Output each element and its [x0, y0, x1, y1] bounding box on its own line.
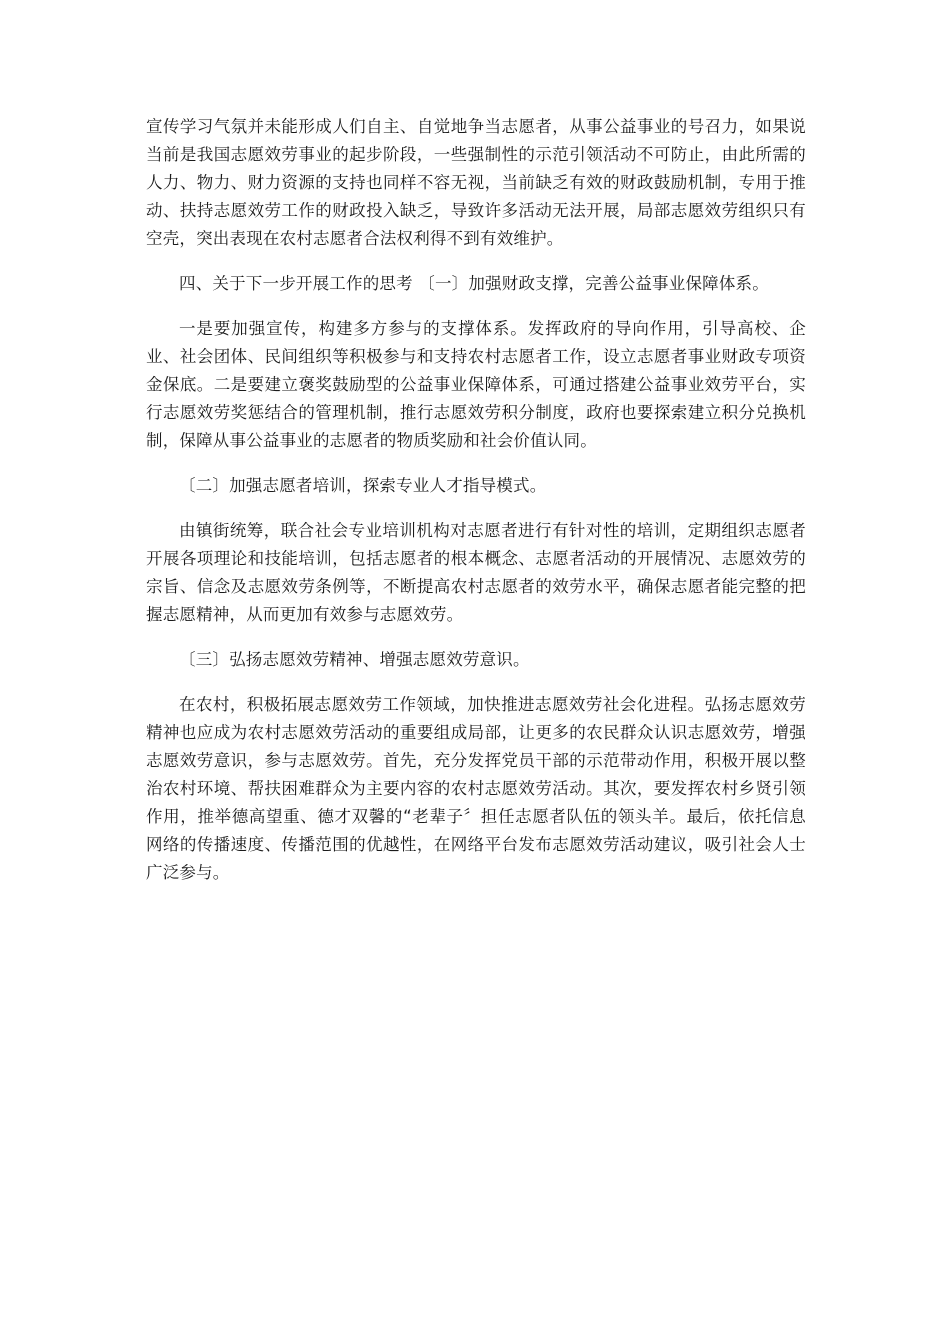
subheading-volunteer-spirit: 〔三〕弘扬志愿效劳精神、增强志愿效劳意识。: [179, 650, 530, 669]
document-body: [146, 113, 806, 904]
section-heading-next-steps: 四、关于下一步开展工作的思考 〔一〕加强财政支撑，完善公益事业保障体系。: [179, 274, 769, 293]
paragraph-volunteer-spirit: 在农村，积极拓展志愿效劳工作领域，加快推进志愿效劳社会化进程。弘扬志愿效劳精神也应成为农村志愿效劳活动的重要组成局部，让更多的农民群众认识志愿效劳，增强志愿效劳意识，参与志愿效劳。首先，充分发挥党员干部的示范带动作用，积极开展以整治农村环境、帮扶困难群众为主要内容的农村志愿效劳活动。其次，要发挥农村乡贤引领作用，推举德高望重、德才双馨的“老辈子〞担任志愿者队伍的领头羊。最后，依托信息网络的传播速度、传播范围的优越性，在网络平台发布志愿效劳活动建议，吸引社会人士广泛参与。: [146, 695, 806, 882]
paragraph-funding-problems: 宣传学习气氛并未能形成人们自主、自觉地争当志愿者，从事公益事业的号召力，如果说当前是我国志愿效劳事业的起步阶段，一些强制性的示范引领活动不可防止，由此所需的人力、物力、财力资源的支持也同样不容无视，当前缺乏有效的财政鼓励机制，专用于推动、扶持志愿效劳工作的财政投入缺乏，导致许多活动无法开展，局部志愿效劳组织只有空壳，突出表现在农村志愿者合法权利得不到有效维护。: [146, 117, 806, 248]
paragraph-training: 由镇街统筹，联合社会专业培训机构对志愿者进行有针对性的培训，定期组织志愿者开展各项理论和技能培训，包括志愿者的根本概念、志愿者活动的开展情况、志愿效劳的宗旨、信念及志愿效劳条例等，不断提高农村志愿者的效劳水平，确保志愿者能完整的把握志愿精神，从而更加有效参与志愿效劳。: [146, 521, 806, 624]
subheading-training: 〔二〕加强志愿者培训，探索专业人才指导模式。: [179, 476, 547, 495]
paragraph-support-system: 一是要加强宣传，构建多方参与的支撑体系。发挥政府的导向作用，引导高校、企业、社会团体、民间组织等积极参与和支持农村志愿者工作，设立志愿者事业财政专项资金保底。二是要建立褒奖鼓励型的公益事业保障体系，可通过搭建公益事业效劳平台，实行志愿效劳奖惩结合的管理机制，推行志愿效劳积分制度，政府也要探索建立积分兑换机制，保障从事公益事业的志愿者的物质奖励和社会价值认同。: [146, 319, 806, 450]
